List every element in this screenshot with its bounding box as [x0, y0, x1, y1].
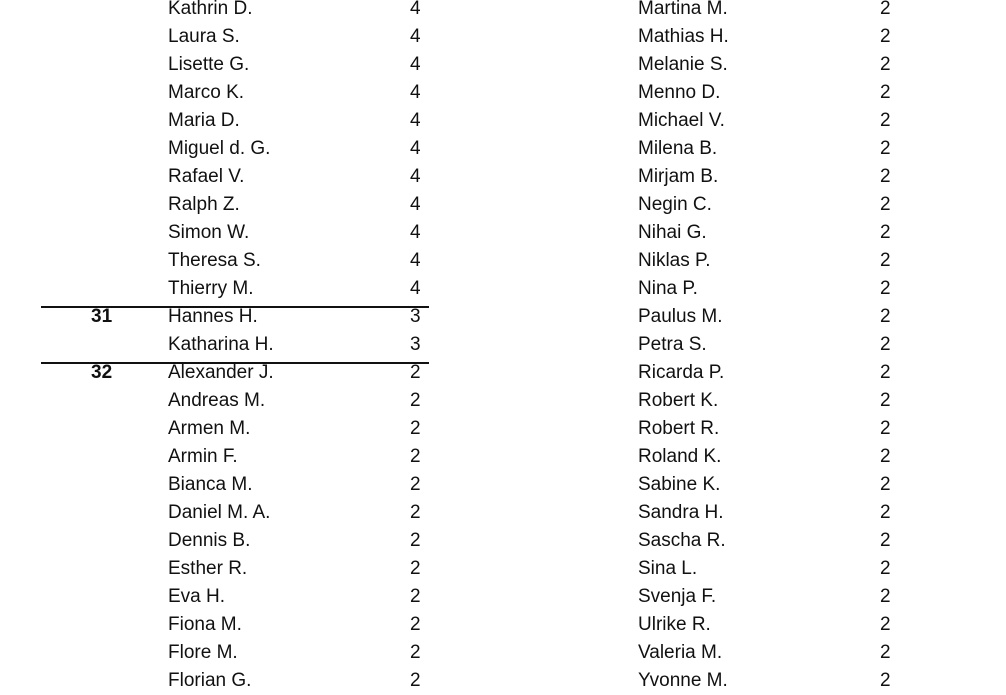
name-cell: Menno D. [638, 82, 721, 103]
name-cell: Mathias H. [638, 26, 729, 47]
table-row [0, 107, 1006, 135]
score-cell: 3 [410, 334, 421, 355]
table-row [0, 163, 1006, 191]
name-cell: Marco K. [168, 82, 245, 103]
name-cell: Alexander J. [168, 362, 274, 383]
score-cell: 2 [880, 614, 891, 635]
score-cell: 2 [410, 558, 421, 579]
table-row [0, 443, 1006, 471]
name-cell: Roland K. [638, 446, 722, 467]
score-cell: 2 [880, 26, 891, 47]
score-cell: 2 [880, 390, 891, 411]
name-cell: Esther R. [168, 558, 248, 579]
table-row [0, 499, 1006, 527]
name-cell: Paulus M. [638, 306, 723, 327]
name-cell: Sina L. [638, 558, 698, 579]
score-cell: 2 [880, 166, 891, 187]
table-row [0, 79, 1006, 107]
score-cell: 2 [880, 418, 891, 439]
score-cell: 2 [410, 670, 421, 691]
name-cell: Armen M. [168, 418, 251, 439]
name-cell: Sabine K. [638, 474, 721, 495]
score-cell: 4 [410, 0, 421, 19]
score-cell: 2 [880, 334, 891, 355]
name-cell: Florian G. [168, 670, 252, 691]
table-row [0, 471, 1006, 499]
score-cell: 2 [880, 278, 891, 299]
name-cell: Daniel M. A. [168, 502, 271, 523]
name-cell: Milena B. [638, 138, 718, 159]
name-cell: Rafael V. [168, 166, 245, 187]
table-row [0, 387, 1006, 415]
score-cell: 2 [880, 82, 891, 103]
table-row [0, 331, 1006, 359]
name-cell: Andreas M. [168, 390, 266, 411]
score-cell: 4 [410, 138, 421, 159]
score-cell: 2 [880, 530, 891, 551]
score-cell: 2 [410, 362, 421, 383]
score-cell: 4 [410, 26, 421, 47]
name-cell: Nihai G. [638, 222, 707, 243]
score-cell: 2 [410, 642, 421, 663]
score-cell: 4 [410, 194, 421, 215]
name-cell: Ulrike R. [638, 614, 711, 635]
score-cell: 2 [880, 194, 891, 215]
score-cell: 2 [880, 502, 891, 523]
name-cell: Sandra H. [638, 502, 724, 523]
table-row [0, 639, 1006, 667]
score-cell: 2 [410, 474, 421, 495]
name-cell: Nina P. [638, 278, 698, 299]
score-cell: 2 [880, 474, 891, 495]
name-cell: Robert K. [638, 390, 719, 411]
score-cell: 2 [410, 446, 421, 467]
name-cell: Maria D. [168, 110, 240, 131]
score-cell: 2 [880, 110, 891, 131]
name-cell: Thierry M. [168, 278, 254, 299]
table-row [0, 275, 1006, 303]
name-cell: Theresa S. [168, 250, 261, 271]
name-cell: Bianca M. [168, 474, 253, 495]
name-cell: Armin F. [168, 446, 238, 467]
score-cell: 2 [880, 670, 891, 691]
table-row [0, 555, 1006, 583]
name-cell: Martina M. [638, 0, 728, 19]
name-cell: Robert R. [638, 418, 720, 439]
name-cell: Petra S. [638, 334, 707, 355]
rank-group-separator [41, 306, 429, 308]
rank-cell: 31 [91, 306, 113, 327]
score-cell: 2 [880, 250, 891, 271]
score-cell: 2 [880, 558, 891, 579]
score-cell: 2 [410, 614, 421, 635]
name-cell: Kathrin D. [168, 0, 253, 19]
name-cell: Katharina H. [168, 334, 274, 355]
score-cell: 2 [880, 138, 891, 159]
score-cell: 4 [410, 82, 421, 103]
name-cell: Fiona M. [168, 614, 242, 635]
table-row [0, 191, 1006, 219]
name-cell: Dennis B. [168, 530, 251, 551]
table-row [0, 527, 1006, 555]
score-cell: 4 [410, 250, 421, 271]
table-row [0, 135, 1006, 163]
name-cell: Sascha R. [638, 530, 726, 551]
score-cell: 2 [880, 362, 891, 383]
name-cell: Lisette G. [168, 54, 250, 75]
score-cell: 4 [410, 166, 421, 187]
score-cell: 2 [410, 586, 421, 607]
score-cell: 2 [880, 0, 891, 19]
name-cell: Hannes H. [168, 306, 258, 327]
score-cell: 2 [880, 306, 891, 327]
score-cell: 2 [880, 222, 891, 243]
table-row [0, 247, 1006, 275]
score-cell: 4 [410, 278, 421, 299]
score-cell: 2 [410, 502, 421, 523]
score-cell: 4 [410, 110, 421, 131]
name-cell: Ricarda P. [638, 362, 725, 383]
table-row [0, 51, 1006, 79]
score-cell: 4 [410, 54, 421, 75]
name-cell: Ralph Z. [168, 194, 240, 215]
name-cell: Simon W. [168, 222, 250, 243]
table-row [0, 0, 1006, 23]
name-cell: Niklas P. [638, 250, 711, 271]
score-cell: 2 [410, 418, 421, 439]
name-cell: Flore M. [168, 642, 238, 663]
name-cell: Miguel d. G. [168, 138, 271, 159]
score-cell: 3 [410, 306, 421, 327]
name-cell: Michael V. [638, 110, 725, 131]
table-row [0, 611, 1006, 639]
name-cell: Laura S. [168, 26, 240, 47]
score-cell: 2 [410, 530, 421, 551]
table-row [0, 415, 1006, 443]
name-cell: Negin C. [638, 194, 712, 215]
table-row [0, 583, 1006, 611]
score-cell: 4 [410, 222, 421, 243]
name-cell: Eva H. [168, 586, 226, 607]
score-cell: 2 [880, 54, 891, 75]
table-row [0, 23, 1006, 51]
score-cell: 2 [880, 446, 891, 467]
name-cell: Mirjam B. [638, 166, 719, 187]
name-cell: Valeria M. [638, 642, 723, 663]
score-cell: 2 [880, 586, 891, 607]
name-cell: Svenja F. [638, 586, 717, 607]
name-cell: Yvonne M. [638, 670, 728, 691]
name-cell: Melanie S. [638, 54, 728, 75]
rank-group-separator [41, 362, 429, 364]
score-cell: 2 [880, 642, 891, 663]
table-row [0, 219, 1006, 247]
table-row [0, 667, 1006, 695]
rank-cell: 32 [91, 362, 113, 383]
score-cell: 2 [410, 390, 421, 411]
